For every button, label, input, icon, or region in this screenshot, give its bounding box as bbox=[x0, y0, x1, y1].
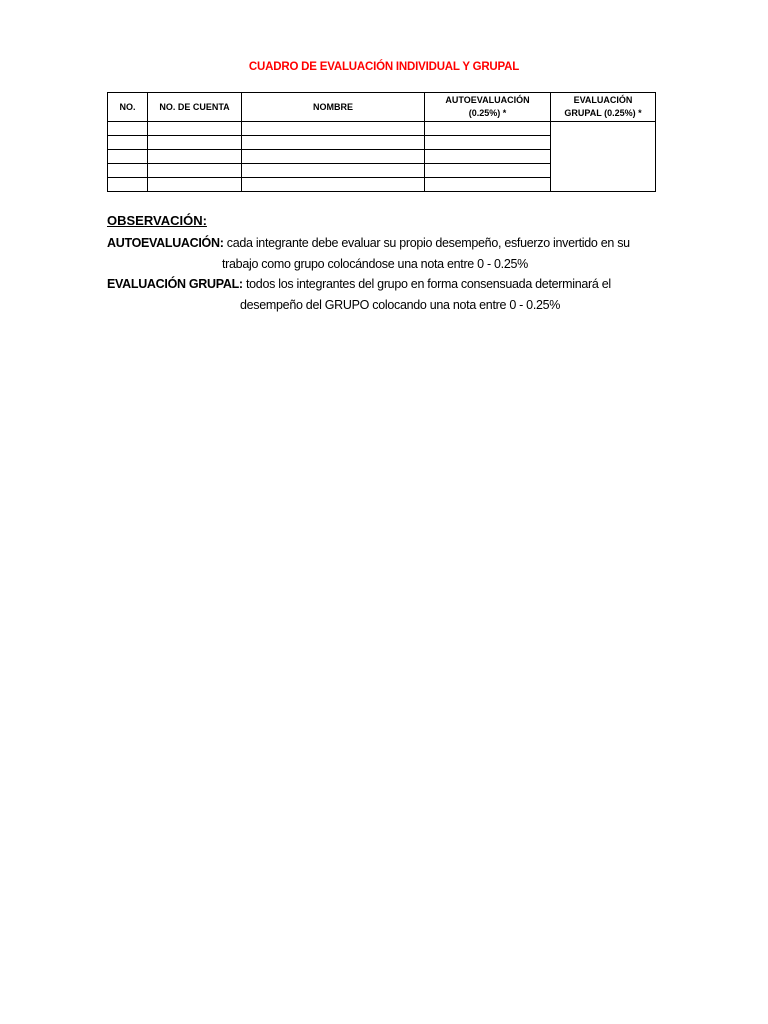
header-autoevaluacion-line2: (0.25%) * bbox=[468, 108, 507, 118]
table-cell[interactable] bbox=[148, 136, 242, 150]
evaluacion-grupal-text-2: desempeño del GRUPO colocando una nota entre 0 - 0.25% bbox=[240, 297, 561, 312]
header-numero-cuenta: NO. DE CUENTA bbox=[148, 93, 242, 122]
table-cell[interactable] bbox=[148, 122, 242, 136]
table-cell[interactable] bbox=[108, 136, 148, 150]
autoevaluacion-paragraph bbox=[107, 233, 667, 274]
table-cell[interactable] bbox=[242, 178, 425, 192]
table-cell[interactable] bbox=[425, 178, 551, 192]
table-cell[interactable] bbox=[108, 178, 148, 192]
document-title: CUADRO DE EVALUACIÓN INDIVIDUAL Y GRUPAL bbox=[248, 61, 520, 73]
table-cell[interactable] bbox=[148, 178, 242, 192]
table-header-row bbox=[108, 93, 656, 122]
evaluacion-grupal-paragraph bbox=[107, 274, 667, 315]
table-cell[interactable] bbox=[108, 122, 148, 136]
header-grupal-line1: EVALUACIÓN bbox=[573, 95, 633, 105]
table-cell[interactable] bbox=[148, 150, 242, 164]
header-evaluacion-grupal bbox=[551, 93, 656, 122]
autoevaluacion-text-1: cada integrante debe evaluar su propio desempeño, esfuerzo invertido en su bbox=[223, 236, 630, 250]
autoevaluacion-line-1 bbox=[107, 233, 667, 254]
autoevaluacion-text-2: trabajo como grupo colocándose una nota entre 0 - 0.25% bbox=[222, 256, 528, 271]
table-cell[interactable] bbox=[242, 136, 425, 150]
table-cell[interactable] bbox=[242, 122, 425, 136]
evaluacion-grupal-text-1: todos los integrantes del grupo en forma consensuada determinará el bbox=[242, 277, 611, 291]
autoevaluacion-label: AUTOEVALUACIÓN: bbox=[107, 236, 224, 250]
header-grupal-line2: GRUPAL (0.25%) * bbox=[564, 108, 642, 118]
table-cell[interactable] bbox=[425, 150, 551, 164]
table-row bbox=[108, 122, 656, 136]
table-cell[interactable] bbox=[148, 164, 242, 178]
table-cell[interactable] bbox=[108, 150, 148, 164]
table-cell[interactable] bbox=[242, 150, 425, 164]
table-cell[interactable] bbox=[108, 164, 148, 178]
header-no: NO. bbox=[108, 93, 148, 122]
evaluacion-grupal-label: EVALUACIÓN GRUPAL: bbox=[107, 277, 243, 291]
table-cell[interactable] bbox=[242, 164, 425, 178]
evaluacion-grupal-line-1 bbox=[107, 274, 667, 295]
header-autoevaluacion bbox=[425, 93, 551, 122]
table-cell[interactable] bbox=[425, 164, 551, 178]
header-autoevaluacion-line1: AUTOEVALUACIÓN bbox=[445, 95, 530, 105]
observacion-heading: OBSERVACIÓN: bbox=[107, 213, 207, 228]
evaluation-table bbox=[107, 92, 656, 192]
table-cell[interactable] bbox=[425, 136, 551, 150]
grupal-merged-cell[interactable] bbox=[551, 122, 656, 192]
table-cell[interactable] bbox=[425, 122, 551, 136]
header-nombre: NOMBRE bbox=[242, 93, 425, 122]
